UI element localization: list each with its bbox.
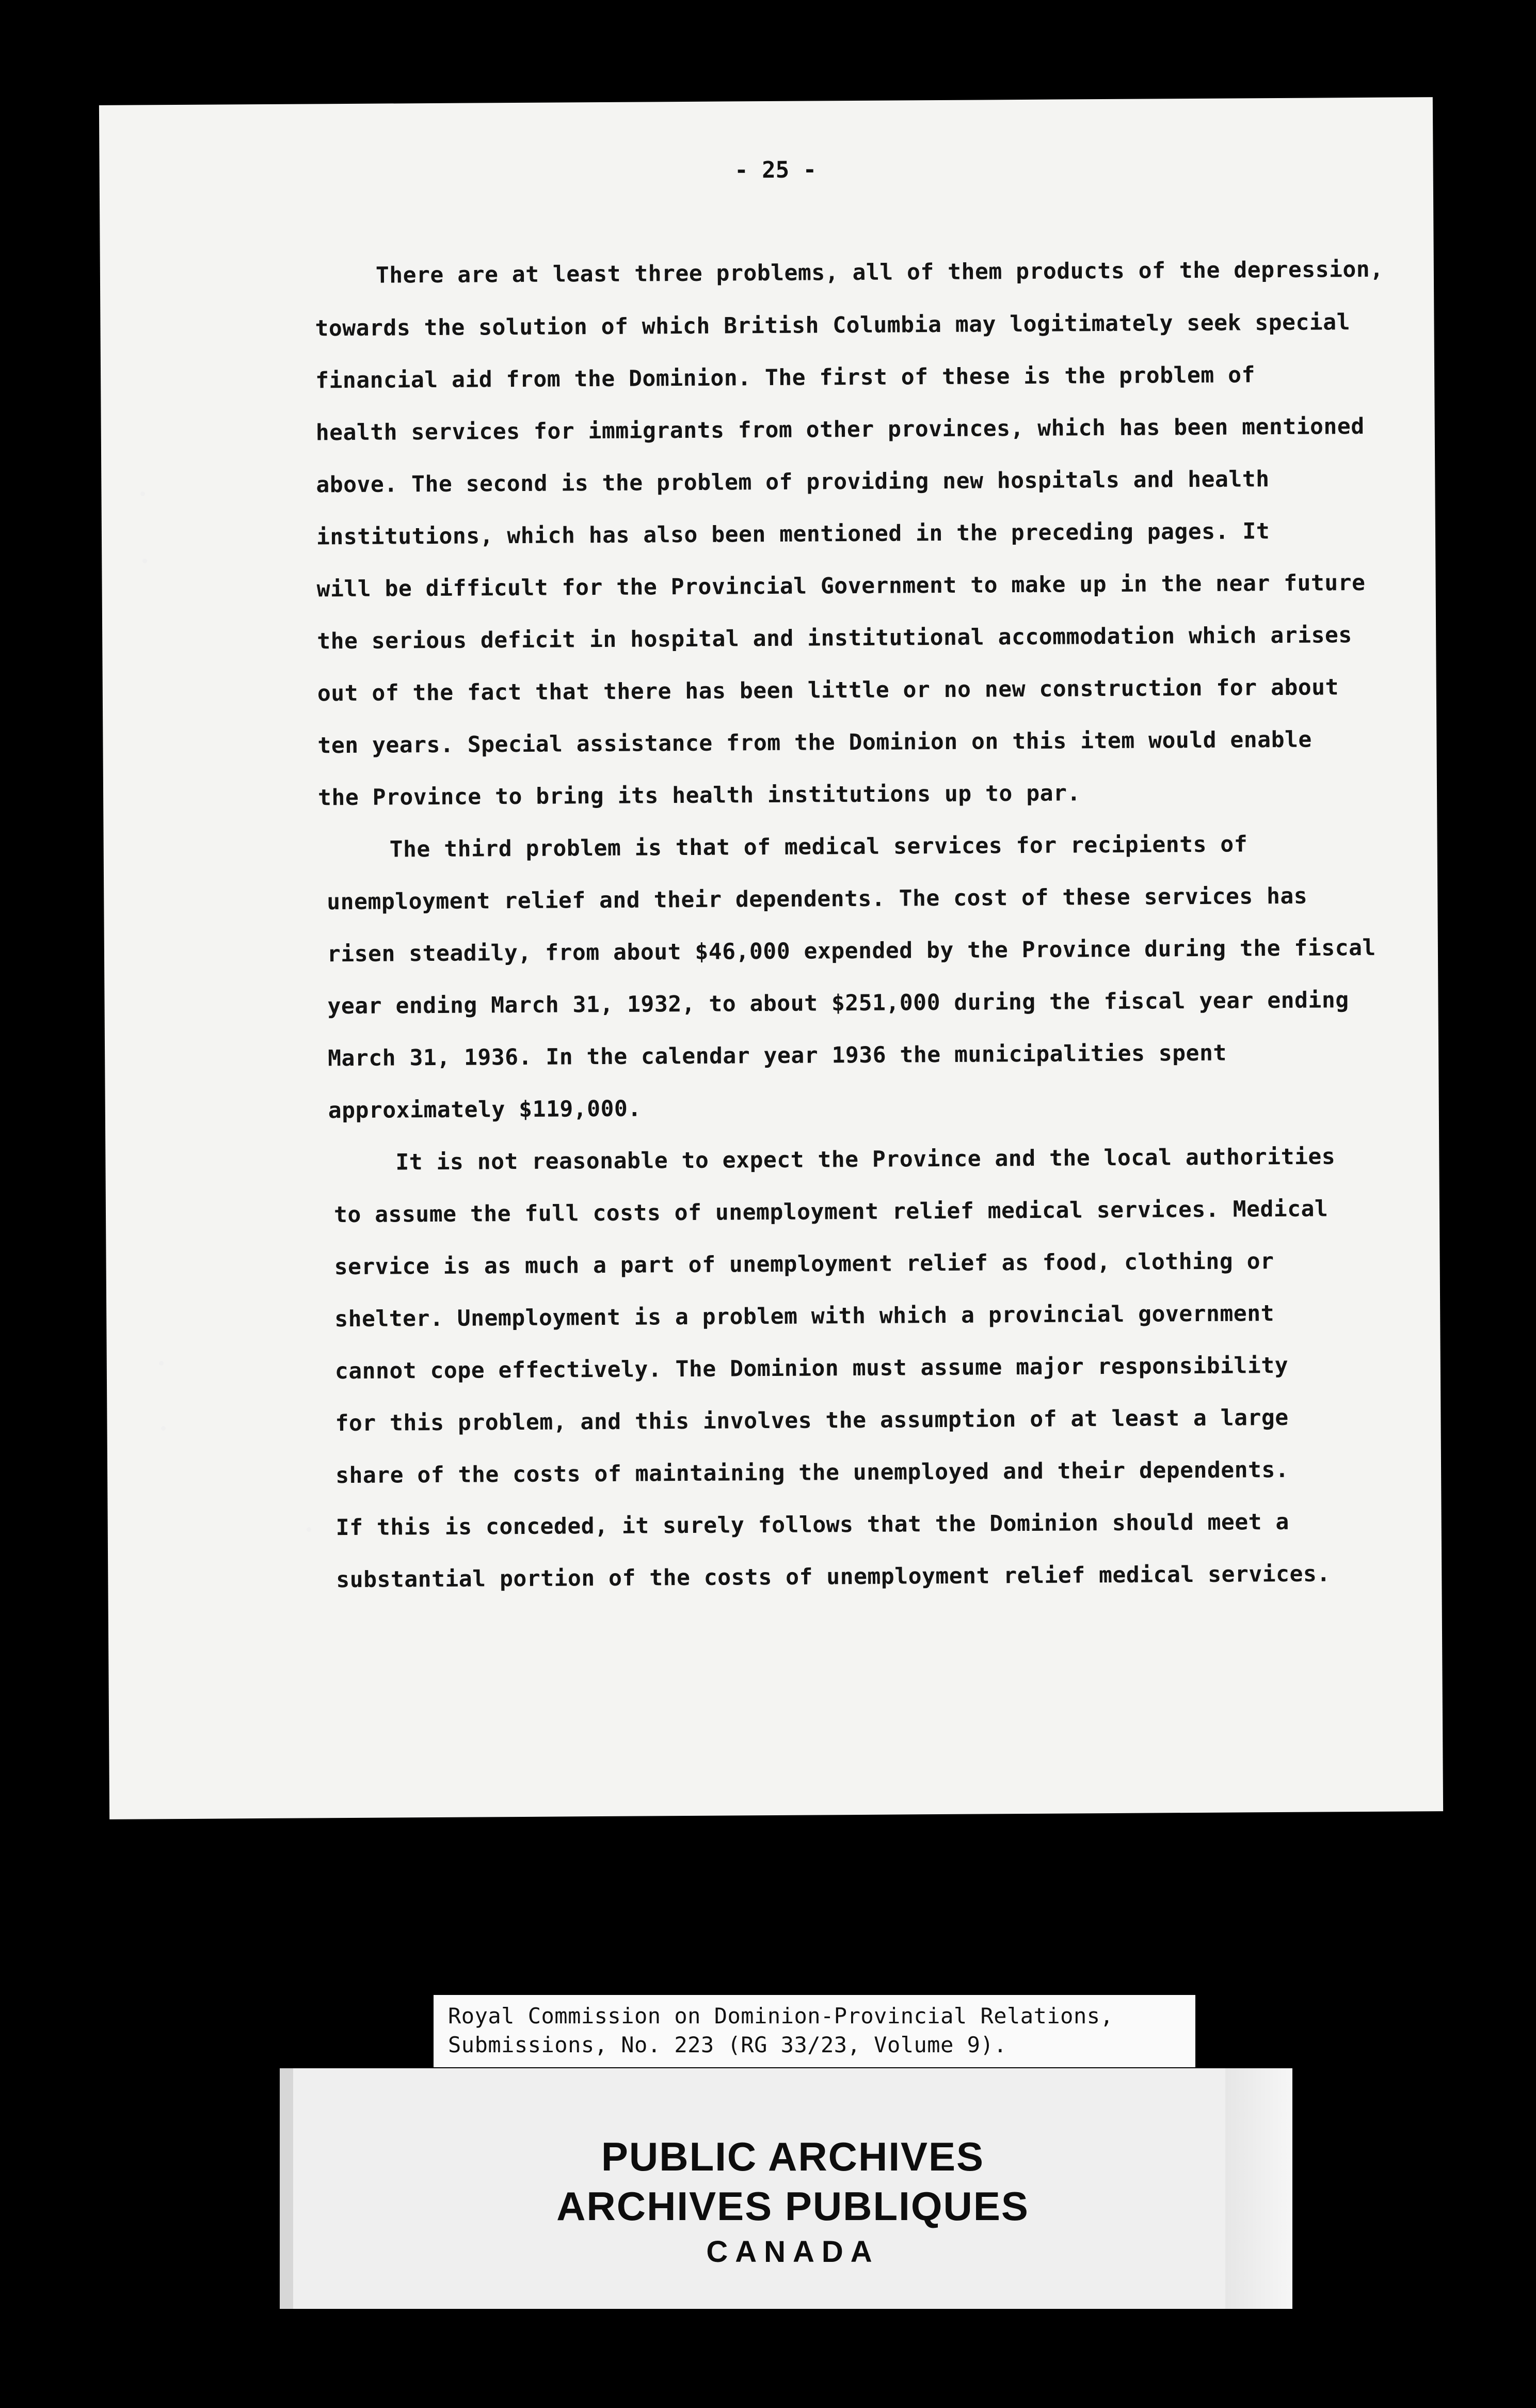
citation-line-2: Submissions, No. 223 (RG 33/23, Volume 9). — [448, 2032, 1007, 2057]
text-line: shelter. Unemployment is a problem with which a provincial government — [334, 1301, 1275, 1333]
text-line: There are at least three problems, all of them products of the depression, — [375, 256, 1384, 289]
text-line: If this is conceded, it surely follows that the Dominion should meet a — [335, 1509, 1290, 1541]
citation-line-1: Royal Commission on Dominion-Provincial Relations, — [448, 2003, 1114, 2029]
margin-dot — [140, 492, 145, 496]
text-line: It is not reasonable to expect the Province and the local authorities — [395, 1144, 1336, 1176]
page-number: - 25 - — [734, 156, 817, 184]
stamp-line-1: PUBLIC ARCHIVES — [601, 2134, 985, 2179]
archives-stamp — [280, 2068, 1292, 2309]
text-line: risen steadily, from about $46,000 expended by the Province during the fiscal — [327, 934, 1376, 968]
margin-dot — [161, 1426, 166, 1431]
text-line: approximately $119,000. — [328, 1096, 642, 1124]
text-line: share of the costs of maintaining the unemployed and their dependents. — [335, 1456, 1289, 1489]
text-line: towards the solution of which British Columbia may logitimately seek special — [315, 309, 1351, 342]
text-line: health services for immigrants from other provinces, which has been mentioned — [315, 413, 1365, 446]
margin-dot — [159, 1361, 164, 1366]
text-line: to assume the full costs of unemployment relief medical services. Medical — [333, 1196, 1329, 1228]
text-line: the Province to bring its health institutions up to par. — [317, 780, 1081, 811]
citation-slip — [434, 1995, 1195, 2067]
text-line: out of the fact that there has been little or no new construction for about — [317, 674, 1339, 707]
text-line: financial aid from the Dominion. The first of these is the problem of — [315, 362, 1256, 394]
text-line: substantial portion of the costs of unemployment relief medical services. — [336, 1561, 1331, 1593]
text-line: for this problem, and this involves the assumption of at least a large — [335, 1404, 1289, 1437]
text-line: cannot cope effectively. The Dominion must assume major responsibility — [334, 1352, 1289, 1385]
text-line: The third problem is that of medical services for recipients of — [389, 831, 1248, 863]
text-line: above. The second is the problem of providing new hospitals and health — [316, 466, 1270, 498]
text-line: service is as much a part of unemployment relief as food, clothing or — [334, 1248, 1274, 1280]
stamp-line-3: CANADA — [706, 2235, 879, 2269]
text-line: March 31, 1936. In the calendar year 1936 the municipalities spent — [328, 1040, 1227, 1072]
stamp-line-2: ARCHIVES PUBLIQUES — [556, 2183, 1029, 2229]
text-line: year ending March 31, 1932, to about $251,000 during the fiscal year ending — [327, 987, 1349, 1020]
document-page — [99, 97, 1443, 1819]
text-line: will be difficult for the Provincial Government to make up in the near future — [316, 569, 1366, 603]
text-line: ten years. Special assistance from the Dominion on this item would enable — [317, 726, 1312, 759]
margin-dot — [142, 559, 147, 563]
text-line: the serious deficit in hospital and institutional accommodation which arises — [317, 622, 1352, 655]
margin-dot — [307, 1527, 311, 1532]
text-line: institutions, which has also been mentioned in the preceding pages. It — [316, 518, 1270, 550]
text-line: unemployment relief and their dependents. The cost of these services has — [327, 883, 1308, 915]
